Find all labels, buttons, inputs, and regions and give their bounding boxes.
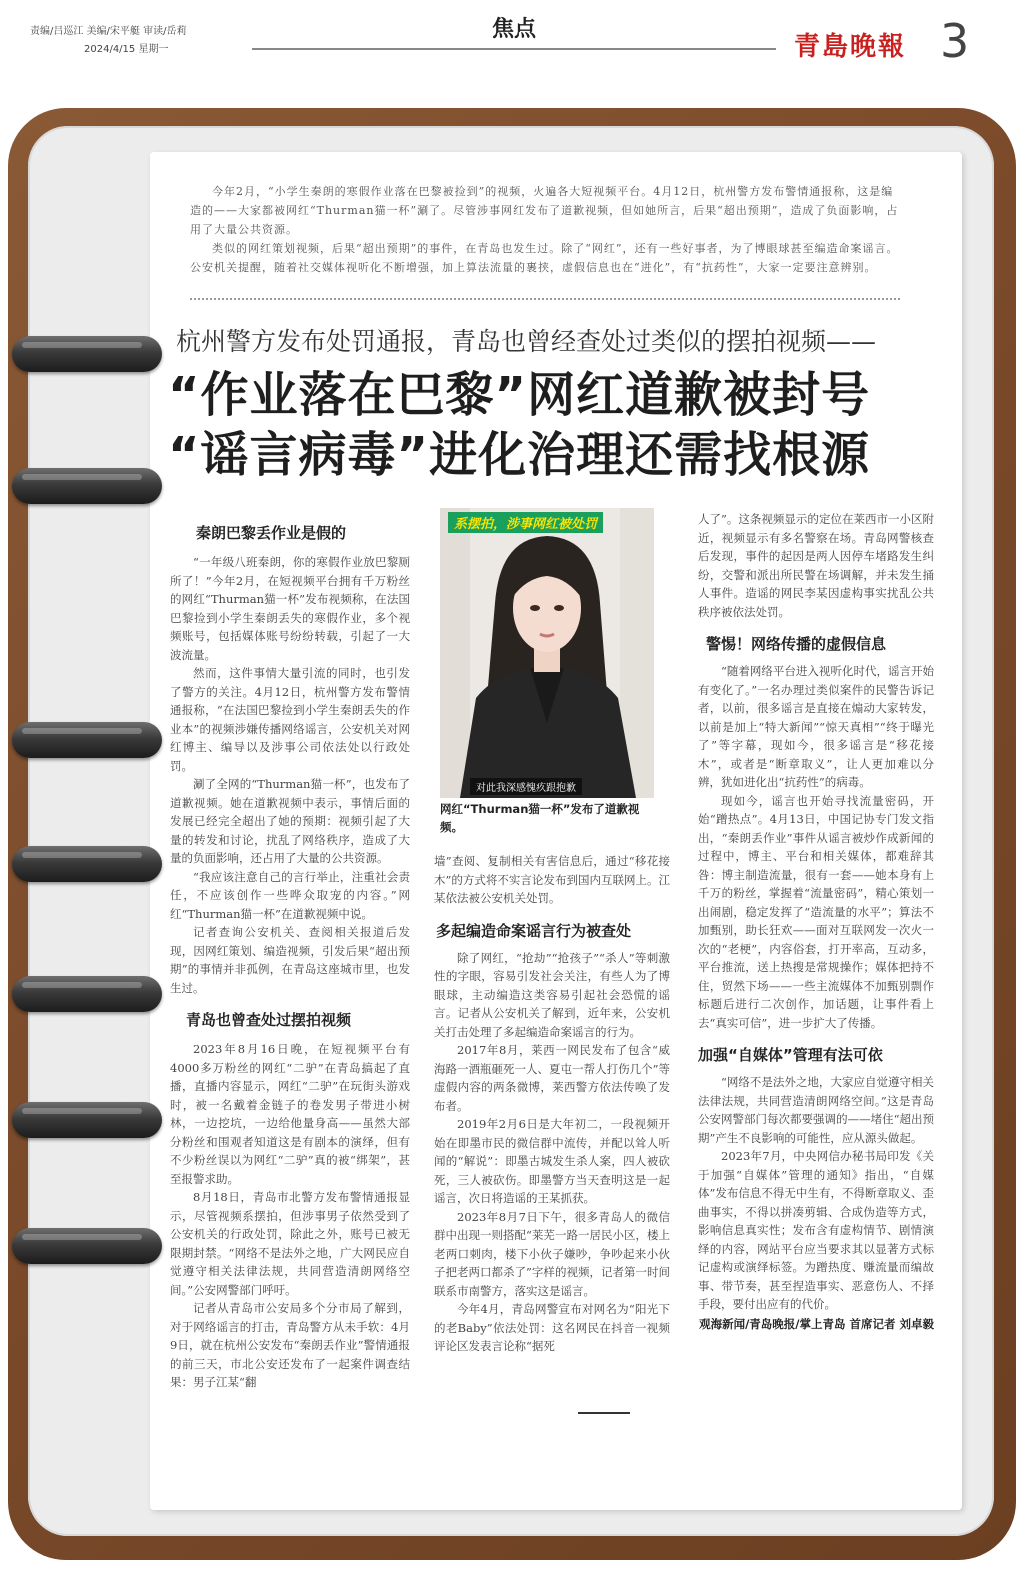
body-paragraph: 2017年8月，莱西一网民发布了包含“威海路一酒瓶砸死一人、夏屯一帮人打伤几个”等虚假内容的两条微博，莱西警方依法传唤了发布者。 [434, 1043, 670, 1113]
binder-ring [12, 722, 162, 758]
subheading: 加强“自媒体”管理有法可依 [698, 1046, 883, 1064]
body-paragraph: “一年级八班秦朗，你的寒假作业放巴黎厕所了！”今年2月，在短视频平台拥有千万粉丝的网红“Thurman猫一杯”发布视频称，在法国巴黎捡到小学生秦朗丢失的寒假作业，多个视频账号，包括媒体账号纷纷转载，引起了一大波流量。 [170, 555, 410, 662]
body-paragraph: 墙”查阅、复制相关有害信息后，通过“移花接木”的方式将不实言论发布到国内互联网上。江某依法被公安机关处罚。 [434, 854, 670, 905]
binder-ring [12, 976, 162, 1012]
article-byline: 观海新闻/青岛晚报/掌上青岛 首席记者 刘卓毅 [699, 1316, 934, 1331]
column-3 [698, 510, 934, 1332]
binder-ring [12, 468, 162, 504]
binder-ring [12, 1102, 162, 1138]
body-paragraph: 现如今，谣言也开始寻找流量密码，开始“蹭热点”。4月13日，中国记协专门发文指出，“秦朗丢作业”事件从谣言被炒作成新闻的过程中，博主、平台和相关媒体，都难辞其咎：博主制造流量，很有一套——她本身有上千万的粉丝，掌握着“流量密码”，精心策划一出闹剧，稳定发挥了“造流量的水平”；算法不加甄别，助长狂欢——面对互联网发一次火一次的“老梗”，内容俗套，打开率高，互动多，平台推流，送上热搜是常规操作；媒体把持不住，贸然下场——一些主流媒体不加甄别剽作标题后进行二次创作，加话题，让事件看上去“真实可信”，进一步扩大了传播。 [698, 793, 934, 1030]
subheading: 青岛也曾查处过摆拍视频 [186, 1011, 352, 1029]
editor-credits: 责编/吕巡江 美编/宋平艇 审读/岳莉 [30, 26, 187, 37]
binder-ring [12, 1228, 162, 1264]
article-intro [190, 182, 900, 277]
page-number: 3 [940, 14, 970, 68]
body-paragraph: “随着网络平台进入视听化时代，谣言开始有变化了。”一名办理过类似案件的民警告诉记者，以前，很多谣言是直接在煽动大家转发，以前是加上“特大新闻”“惊天真相”“终于曝光了”等字幕，现如今，很多谣言是“移花接木”，或者是“断章取义”，让人更加难以分辨，犹如进化出“抗药性”的病毒。 [698, 664, 934, 789]
binder-ring [12, 846, 162, 882]
body-paragraph: 2023年8月16日晚，在短视频平台有4000多万粉丝的网红“二驴”在青岛搞起了直播，直播内容显示，网红“二驴”在玩街头游戏时，被一名戴着金链子的卷发男子带进小树林，一边挖坑，一边给他量身高——虽然大部分粉丝和围观者知道这是有剧本的演绎，但有不少粉丝误以为网红“二驴”真的被“绑架”，甚至报警求助。 [170, 1042, 410, 1186]
section-title: 焦点 [492, 17, 537, 42]
paper-name: 青島晚報 [794, 32, 907, 62]
news-photo [440, 508, 654, 798]
body-paragraph: 然而，这件事情大量引流的同时，也引发了警方的关注。4月12日，杭州警方发布警情通报称，“在法国巴黎捡到小学生秦朗丢失的作业本”的视频涉嫌传播网络谣言，公安机关对网红博主、编导以及涉事公司依法处以行政处罚。 [170, 666, 410, 773]
body-paragraph: 2023年7月，中央网信办秘书局印发《关于加强“自媒体”管理的通知》指出，“自媒体”发布信息不得无中生有，不得断章取义、歪曲事实，不得以拼凑剪辑、合成伪造等方式，影响信息真实性；发布含有虚构情节、剧情演绎的内容，网站平台应当要求其以显著方式标记虚构或演绎标签。为蹭热度、赚流量而编故事、带节奏，甚至捏造事实、恶意伤人、不择手段，要付出应有的代价。 [698, 1149, 934, 1311]
headline-line-1: “作业落在巴黎”网红道歉被封号 [168, 367, 871, 423]
subheading: 警惕！网络传播的虚假信息 [706, 635, 887, 653]
binder-ring [12, 336, 162, 372]
body-paragraph: 2023年8月7日下午，很多青岛人的微信群中出现一则搭配“莱芜一路一居民小区，楼上老两口刺肉，楼下小伙子嫌吵，争吵起来小伙子把老两口都杀了”字样的视频，记者第一时间联系市南警方，落实这是谣言。 [434, 1209, 670, 1298]
body-paragraph: “网络不是法外之地，大家应自觉遵守相关法律法规，共同营造清朗网络空间。”这是青岛公安网警部门每次都要强调的——堵住“超出预期”产生不良影响的可能性，应从源头做起。 [698, 1075, 934, 1145]
intro-paragraph: 今年2月，“小学生秦朗的寒假作业落在巴黎被捡到”的视频，火遍各大短视频平台。4月12日，杭州警方发布警情通报称，这是编造的——大家都被网红“Thurman猫一杯”涮了。尽管涉事网红发布了道歉视频，但如她所言，后果“超出预期”，造成了负面影响，占用了大量公共资源。 [190, 185, 899, 236]
intro-paragraph: 类似的网红策划视频，后果“超出预期”的事件，在青岛也发生过。除了“网红”，还有一些好事者，为了博眼球甚至编造命案谣言。公安机关提醒，随着社交媒体视听化不断增强，加上算法流量的裹挟，虚假信息也在“进化”，有“抗药性”，大家一定要注意辨别。 [190, 242, 899, 274]
subheading: 秦朗巴黎丢作业是假的 [196, 524, 347, 542]
body-paragraph: 2019年2月6日是大年初二，一段视频开始在即墨市民的微信群中流传，并配以耸人听闻的“解说”：即墨古城发生杀人案，四人被砍死，三人被砍伤。即墨警方当天查明这是一起谣言，次日将造谣的王某抓获。 [434, 1117, 670, 1205]
headline-kicker: 杭州警方发布处罚通报，青岛也曾经查处过类似的摆拍视频—— [176, 327, 877, 356]
body-paragraph: 8月18日，青岛市北警方发布警情通报显示，尽管视频系摆拍，但涉事男子依然受到了公安机关的行政处罚，除此之外，账号已被无限期封禁。“网络不是法外之地，广大网民应自觉遵守相关法律法规，共同营造清朗网络空间。”公安网警部门呼吁。 [170, 1190, 410, 1297]
intro-divider [190, 298, 900, 300]
body-paragraph: 涮了全网的“Thurman猫一杯”，也发布了道歉视频。她在道歉视频中表示，事情后面的发展已经完全超出了她的预期：视频引起了大量的转发和讨论，扰乱了网络秩序，造成了大量的负面影响，还占用了大量的公共资源。 [170, 777, 410, 865]
body-paragraph: 除了网红，“抢劫”“抢孩子”“杀人”等刺激性的字眼，容易引发社会关注，有些人为了博眼球，主动编造这类容易引起社会恐慌的谣言。记者从公安机关了解到，近年来，公安机关打击处理了多起编造命案谣言的行为。 [434, 950, 670, 1039]
issue-date: 2024/4/15 星期一 [84, 44, 169, 55]
body-paragraph: 记者从青岛市公安局多个分市局了解到，对于网络谣言的打击，青岛警方从未手软：4月9日，就在杭州公安发布“秦朗丢作业”警情通报的前三天，市北公安还发布了一起案件调查结果：男子江某“翻 [170, 1301, 410, 1389]
video-banner-tag: 系摆拍，涉事网红被处罚 [448, 512, 603, 533]
body-paragraph: 今年4月，青岛网警宣布对网名为“阳光下的老Baby”依法处罚：这名网民在抖音一视频评论区发表言论称“据死 [434, 1302, 670, 1353]
body-paragraph: 记者查询公安机关、查阅相关报道后发现，因网红策划、编造视频，引发后果“超出预期”的事情并非孤例，在青岛这座城市里，也发生过。 [170, 925, 410, 995]
header-rule [252, 48, 776, 50]
column-1 [170, 522, 410, 1392]
photo-caption: 网红“Thurman猫一杯”发布了道歉视频。 [440, 802, 640, 834]
body-paragraph: “我应该注意自己的言行举止，注重社会责任，不应该创作一些哗众取宠的内容。”网红“Thurman猫一杯”在道歉视频中说。 [170, 869, 410, 921]
body-paragraph: 人了”。这条视频显示的定位在莱西市一小区附近，视频显示有多名警察在场。青岛网警核查后发现，事件的起因是两人因停车堵路发生纠纷，交警和派出所民警在场调解，并未发生捅人事件。造谣的网民李某因虚构事实扰乱公共秩序被依法处罚。 [698, 512, 934, 619]
video-subtitle: 对此我深感愧疚跟抱歉 [470, 778, 582, 795]
subheading: 多起编造命案谣言行为被查处 [436, 921, 632, 940]
end-mark [578, 1412, 630, 1414]
influencer-portrait-image [440, 508, 654, 798]
headline-line-2: “谣言病毒”进化治理还需找根源 [168, 427, 871, 483]
column-2 [434, 852, 670, 1356]
